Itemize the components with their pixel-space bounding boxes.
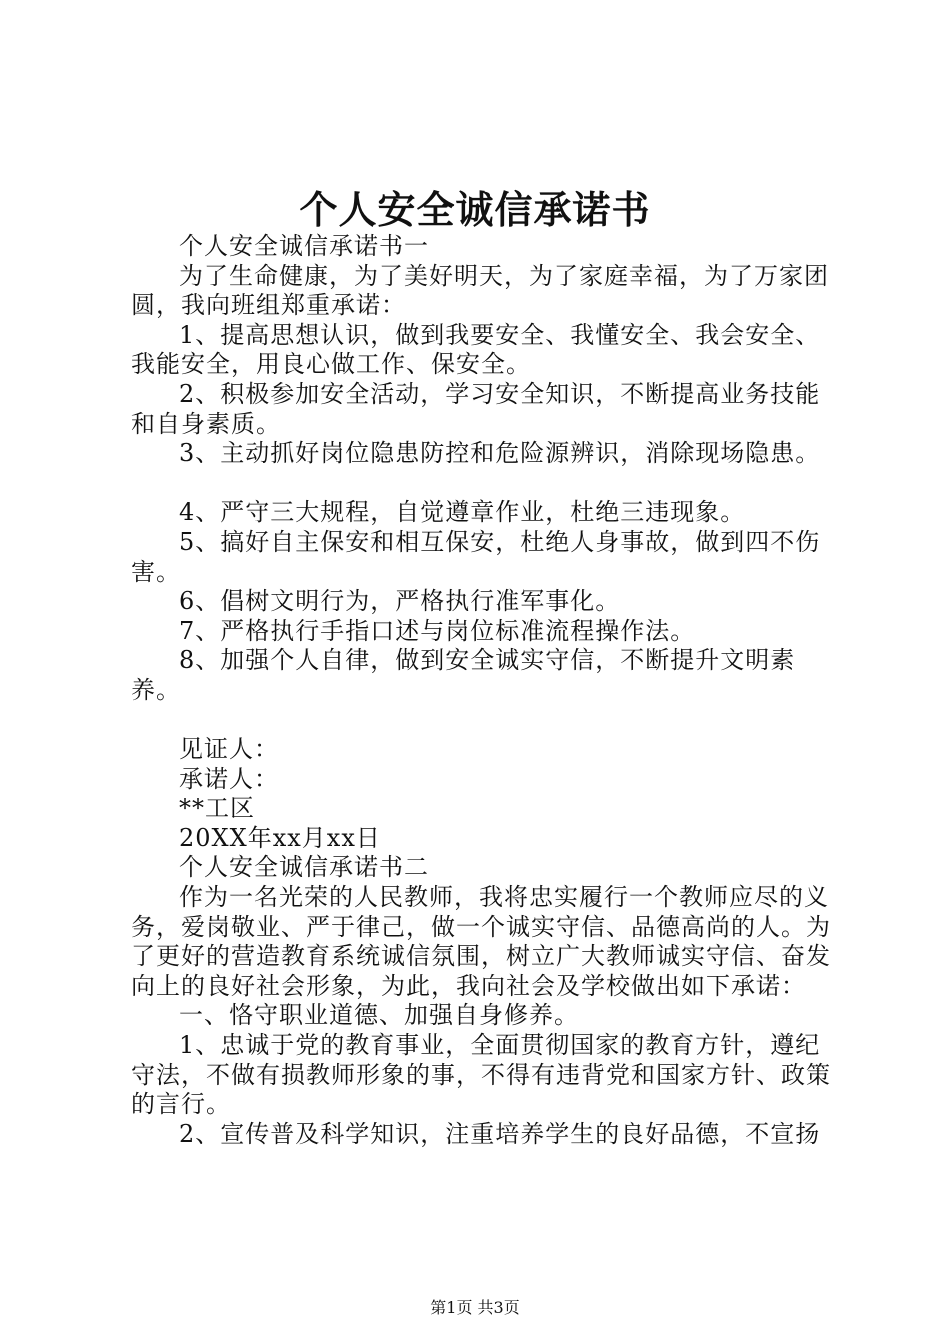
section2-item-2: 2、宣传普及科学知识，注重培养学生的良好品德，不宣扬: [179, 1119, 821, 1148]
pledge-item-3: 3、主动抓好岗位隐患防控和危险源辨识，消除现场隐患。: [179, 439, 821, 468]
pledge-item-2: 2、积极参加安全活动，学习安全知识，不断提高业务技能和自身素质。: [131, 379, 821, 438]
page-footer: 第1页 共3页: [430, 1298, 520, 1317]
pledge-item-1: 1、提高思想认识，做到我要安全、我懂安全、我会安全、我能安全，用良心做工作、保安全。: [131, 320, 821, 379]
witness-label: 见证人：: [179, 735, 279, 764]
pledge-item-8: 8、加强个人自律，做到安全诚实守信，不断提升文明素养。: [131, 646, 796, 704]
blank-line: [131, 469, 831, 499]
pledge-item-6: 6、倡树文明行为，严格执行准军事化。: [179, 587, 621, 616]
section2-intro: 作为一名光荣的人民教师，我将忠实履行一个教师应尽的义务，爱岗敬业、严于律己，做一个诚实守信、品德高尚的人。为了更好的营造教育系统诚信氛围，树立广大教师诚实守信、奋发向上的良好社会形象，为此，我向社会及学校做出如下承诺：: [131, 883, 831, 1000]
date-line: 20XX年xx月xx日: [179, 823, 381, 852]
intro-paragraph: 为了生命健康，为了美好明天，为了家庭幸福，为了万家团圆，我向班组郑重承诺：: [131, 261, 829, 320]
unit-name: **工区: [179, 794, 255, 823]
document-body: [131, 232, 831, 1149]
blank-line: [131, 706, 831, 736]
document-title: 个人安全诚信承诺书: [299, 187, 651, 232]
pledge-item-4: 4、严守三大规程，自觉遵章作业，杜绝三违现象。: [179, 498, 746, 527]
section-heading-1: 个人安全诚信承诺书一: [179, 232, 429, 260]
pledge-item-7: 7、严格执行手指口述与岗位标准流程操作法。: [179, 616, 696, 645]
promisor-label: 承诺人：: [179, 764, 279, 793]
pledge-item-5: 5、搞好自主保安和相互保安，杜绝人身事故，做到四不伤害。: [131, 527, 821, 586]
section-heading-2: 个人安全诚信承诺书二: [179, 853, 429, 882]
section2-item-1: 1、忠诚于党的教育事业，全面贯彻国家的教育方针，遵纪守法，不做有损教师形象的事，不得有违背党和国家方针、政策的言行。: [131, 1031, 831, 1119]
section2-subheading: 一、恪守职业道德、加强自身修养。: [179, 1001, 579, 1030]
